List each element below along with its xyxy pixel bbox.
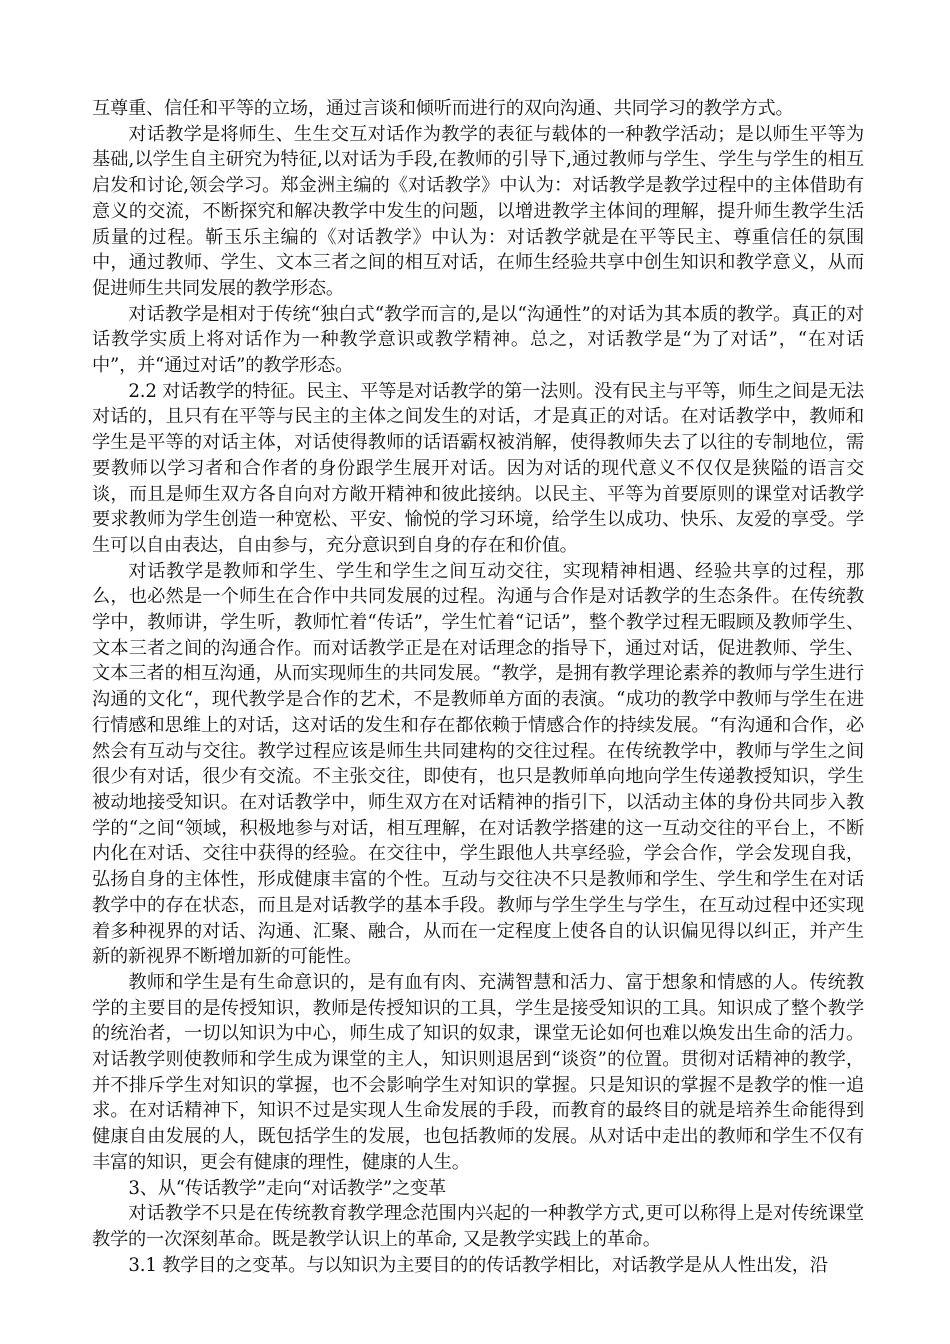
paragraph-interaction: 对话教学是教师和学生、学生和学生之间互动交往，实现精神相遇、经验共享的过程，那么，也必然是一个师生在合作中共同发展的过程。沟通与合作是对话教学的生态条件。在传统教学中，教师讲，学生听，教师忙着“传话”，学生忙着“记话”，整个教学过程无暇顾及教师学生、文本三者之间的沟通合作。而对话教学正是在对话理念的指导下，通过对话，促进教师、学生、文本三者的相互沟通，从而实现师生的共同发展。“教学，是拥有教学理论素养的教师与学生进行沟通的文化“，现代教学是合作的艺术，不是教师单方面的表演。“成功的教学中教师与学生在进行情感和思维上的对话，这对话的发生和存在都依赖于情感合作的持续发展。“有沟通和合作，必然会有互动与交往。教学过程应该是师生共同建构的交往过程。在传统教学中，教师与学生之间很少有对话，很少有交流。不主张交往，即使有，也只是教师单向地向学生传递教授知识，学生被动地接受知识。在对话教学中，师生双方在对话精神的指引下，以活动主体的身份共同步入教学的“之间“领域，积极地参与对话，相互理解，在对话教学搭建的这一互动交往的平台上，不断内化在对话、交往中获得的经验。在交往中，学生跟他人共享经验，学会合作，学会发现自我，弘扬自身的主体性，形成健康丰富的个性。互动与交往决不只是教师和学生、学生和学生在对话教学中的存在状态，而且是对话教学的基本手段。教师与学生学生与学生，在互动过程中还实现着多种视界的对话、沟通、汇聚、融合，从而在一定程度上使各自的认识偏见得以纠正，并产生新的新视界不断增加新的可能性。 [92,560,864,968]
paragraph-revolution: 对话教学不只是在传统教育教学理念范围内兴起的一种教学方式,更可以称得上是对传统课堂教学的一次深刻革命。既是教学认识上的革命, 又是教学实践上的革命。 [92,1203,864,1250]
paragraph-continued: 互尊重、信任和平等的立场，通过言谈和倾听而进行的双向沟通、共同学习的教学方式。 [92,98,794,119]
paragraph-essence: 对话教学是相对于传统“独白式“教学而言的,是以“沟通性”的对话为其本质的教学。真正的对话教学实质上将对话作为一种教学意识或教学精神。总之，对话教学是“为了对话”，“在对话中”，并“通过对话”的教学形态。 [92,303,864,377]
paragraph-goal-change: 3.1 教学目的之变革。与以知识为主要目的的传话教学相比，对话教学是从人性出发，沿 [128,1254,828,1276]
paragraph-features: 2.2 对话教学的特征。民主、平等是对话教学的第一法则。没有民主与平等，师生之间是无法对话的，且只有在平等与民主的主体之间发生的对话，才是真正的对话。在对话教学中，教师和学生是平等的对话主体，对话使得教师的话语霸权被消解，使得教师失去了以往的专制地位，需要教师以学习者和合作者的身份跟学生展开对话。因为对话的现代意义不仅仅是狭隘的语言交谈，而且是师生双方各自向对方敞开精神和彼此接纳。以民主、平等为首要原则的课堂对话教学要求教师为学生创造一种宽松、平安、愉悦的学习环境，给学生以成功、快乐、友爱的享受。学生可以自由表达，自由参与，充分意识到自身的存在和价值。 [92,380,864,556]
section-heading: 3、从“传话教学”走向“对话教学”之变革 [128,1177,446,1199]
document-page [92,96,864,1278]
paragraph-life: 教师和学生是有生命意识的，是有血有肉、充满智慧和活力、富于想象和情感的人。传统教学的主要目的是传授知识，教师是传授知识的工具，学生是接受知识的工具。知识成了整个教学的统治者，一切以知识为中心，师生成了知识的奴隶，课堂无论如何也难以焕发出生命的活力。对话教学则使教师和学生成为课堂的主人，知识则退居到“谈资”的位置。贯彻对话精神的教学，并不排斥学生对知识的掌握，也不会影响学生对知识的掌握。只是知识的掌握不是教学的惟一追求。在对话精神下，知识不过是实现人生命发展的手段，而教育的最终目的就是培养生命能得到健康自由发展的人，既包括学生的发展，也包括教师的发展。从对话中走出的教师和学生不仅有丰富的知识，更会有健康的理性，健康的人生。 [92,971,864,1173]
paragraph-definition: 对话教学是将师生、生生交互对话作为教学的表征与载体的一种教学活动；是以师生平等为基础,以学生自主研究为特征,以对话为手段,在教师的引导下,通过教师与学生、学生与学生的相互启发和讨论,领会学习。郑金洲主编的《对话教学》中认为：对话教学是教学过程中的主体借助有意义的交流，不断探究和解决教学中发生的问题，以增进教学主体间的理解，提升师生教学生活质量的过程。靳玉乐主编的《对话教学》中认为：对话教学就是在平等民主、尊重信任的氛围中，通过教师、学生、文本三者之间的相互对话，在师生经验共享中创生知识和教学意义，从而促进师生共同发展的教学形态。 [92,123,864,299]
